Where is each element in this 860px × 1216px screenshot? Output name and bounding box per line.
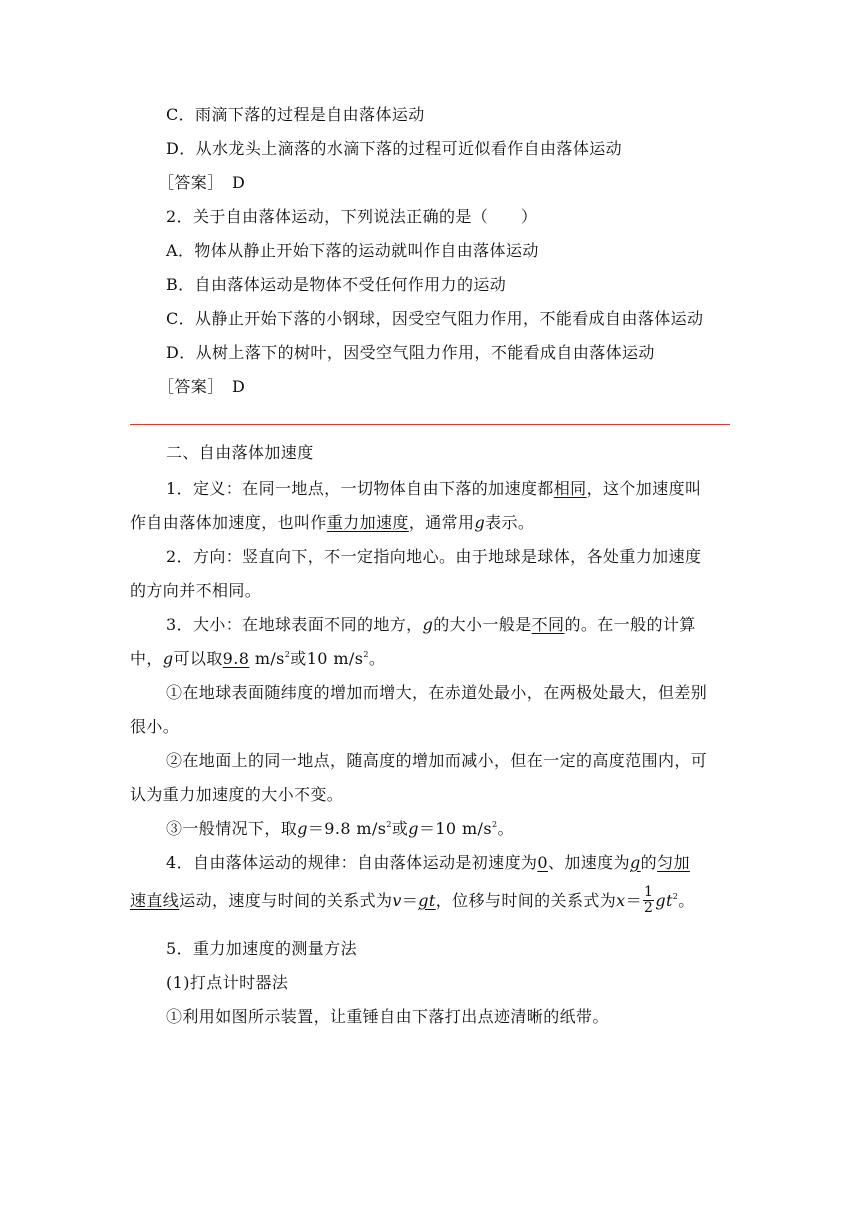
section-heading: 二、自由落体加速度 (166, 443, 314, 462)
timer-method-heading: (1)打点计时器法 (166, 973, 289, 992)
one-half-fraction: $\frac{1}{2}$ (644, 884, 654, 916)
q2-option-a: A．物体从静止开始下落的运动就叫作自由落体运动 (166, 241, 539, 260)
magnitude-line-1: 3．大小：在地球表面不同的地方，g的大小一般是不同的。在一般的计算 (166, 615, 696, 634)
circled-note-2-line-2: 认为重力加速度的大小不变。 (130, 785, 344, 804)
q2-option-b: B．自由落体运动是物体不受任何作用力的运动 (166, 275, 507, 294)
circled-note-1-line-2: 很小。 (130, 717, 180, 736)
law-line-1: 4．自由落体运动的规律：自由落体运动是初速度为0、加速度为g的匀加 (166, 853, 690, 872)
circled-note-1-line-1: ①在地球表面随纬度的增加而增大，在赤道处最小，在两极处最大，但差别 (166, 683, 708, 702)
q2-stem: 2．关于自由落体运动，下列说法正确的是（ ） (166, 207, 538, 226)
q1-option-d: D．从水龙头上滴落的水滴下落的过程可近似看作自由落体运动 (166, 139, 623, 158)
q2-answer: ［答案］ D (158, 377, 246, 396)
magnitude-line-2: 中，g可以取9.8 $m/s^2$或10 $m/s^2$。 (130, 649, 386, 668)
q1-option-c: C．雨滴下落的过程是自由落体运动 (166, 105, 425, 124)
direction-line-2: 的方向并不相同。 (130, 581, 262, 600)
measurement-heading: 5．重力加速度的测量方法 (166, 939, 357, 958)
section-divider (130, 424, 730, 425)
circled-note-2-line-1: ②在地面上的同一地点，随高度的增加而减小，但在一定的高度范围内，可 (166, 751, 708, 770)
q1-answer: ［答案］ D (158, 173, 246, 192)
circled-note-3: ③一般情况下，取g＝9.8 $m/s^2$或g＝10 $m/s^2$。 (166, 819, 514, 838)
definition-line-2: 作自由落体加速度，也叫作重力加速度，通常用g表示。 (130, 513, 535, 532)
direction-line-1: 2．方向：竖直向下，不一定指向地心。由于地球是球体，各处重力加速度 (166, 547, 702, 566)
law-line-2: 速直线运动，速度与时间的关系式为v＝gt，位移与时间的关系式为x＝ $\frac{1}{2}$ $gt^2$。 (130, 884, 695, 916)
timer-method-step-1: ①利用如图所示装置，让重锤自由下落打出点迹清晰的纸带。 (166, 1007, 609, 1026)
q2-option-c: C．从静止开始下落的小钢球，因受空气阻力作用，不能看成自由落体运动 (166, 309, 704, 328)
definition-line-1: 1．定义：在同一地点，一切物体自由下落的加速度都相同，这个加速度叫 (166, 479, 702, 498)
q2-option-d: D．从树上落下的树叶，因受空气阻力作用，不能看成自由落体运动 (166, 343, 655, 362)
